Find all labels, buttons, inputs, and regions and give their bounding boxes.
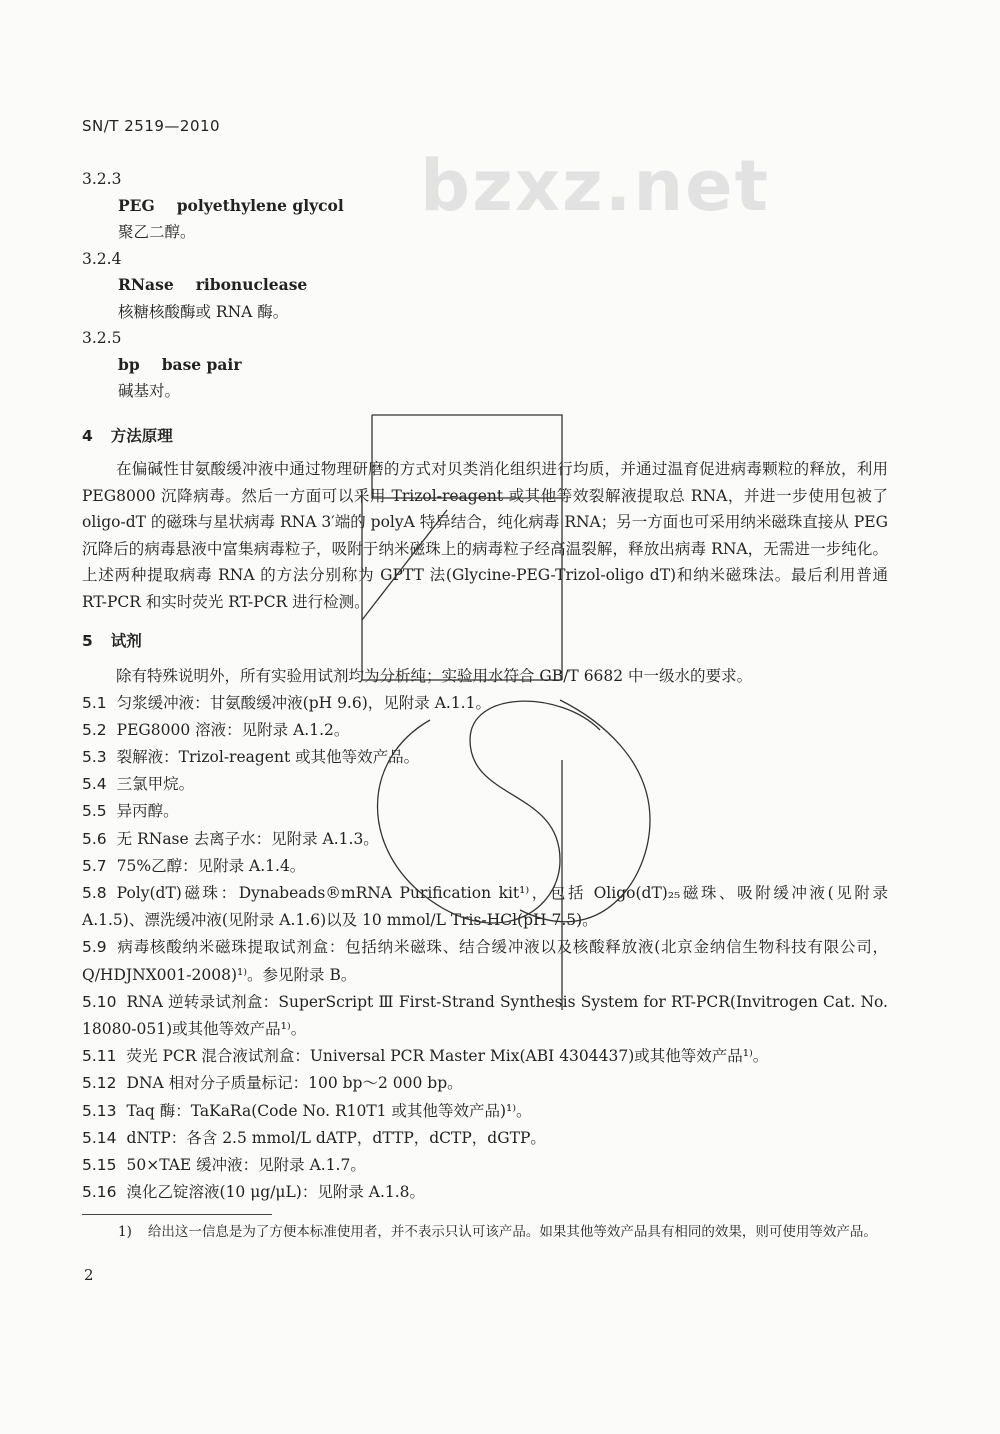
reagent-item — [82, 717, 888, 744]
def-abbr: RNase — [118, 275, 174, 294]
reagent-item — [82, 934, 888, 988]
item-number: 5.10 — [82, 992, 117, 1011]
reagent-item — [82, 826, 888, 853]
item-text: Taq 酶：TaKaRa(Code No. R10T1 或其他等效产品)¹⁾。 — [126, 1101, 532, 1120]
item-text: 溴化乙锭溶液(10 μg/μL)：见附录 A.1.8。 — [126, 1183, 426, 1202]
item-number: 5.1 — [82, 693, 107, 712]
item-number: 5.6 — [82, 829, 107, 848]
reagent-item — [82, 1152, 888, 1179]
item-text: 病毒核酸纳米磁珠提取试剂盒：包括纳米磁珠、结合缓冲液以及核酸释放液(北京金纳信生物科技有限公司，Q/HDJNX001-2008)¹⁾。参见附录 B。 — [82, 938, 888, 984]
page-number: 2 — [84, 1266, 94, 1285]
def-term-en: polyethylene glycol — [176, 195, 344, 215]
item-number: 5.16 — [82, 1183, 117, 1202]
item-text: 75%乙醇：见附录 A.1.4。 — [116, 856, 306, 875]
item-number: 5.7 — [82, 856, 107, 875]
def-abbr: PEG — [118, 195, 155, 215]
item-text: 50×TAE 缓冲液：见附录 A.1.7。 — [126, 1155, 366, 1174]
section-4-heading — [82, 424, 888, 448]
reagent-item — [82, 1098, 888, 1125]
item-text: 异丙醇。 — [116, 802, 179, 821]
item-text: 匀浆缓冲液：甘氨酸缓冲液(pH 9.6)，见附录 A.1.1。 — [116, 693, 491, 712]
def-number: 3.2.5 — [82, 329, 122, 347]
reagent-item — [82, 1125, 888, 1152]
item-text: dNTP：各含 2.5 mmol/L dATP，dTTP，dCTP，dGTP。 — [126, 1128, 546, 1147]
section-number: 5 — [82, 632, 93, 650]
standard-header: SN/T 2519—2010 — [82, 117, 221, 135]
def-number: 3.2.4 — [82, 249, 122, 268]
definitions — [82, 166, 902, 405]
item-number: 5.15 — [82, 1155, 117, 1174]
item-text: DNA 相对分子质量标记：100 bp～2 000 bp。 — [126, 1074, 463, 1093]
item-number: 5.12 — [82, 1074, 117, 1093]
item-number: 5.2 — [82, 720, 107, 739]
def-number: 3.2.3 — [82, 170, 122, 188]
def-desc: 碱基对。 — [118, 382, 181, 400]
item-text: RNA 逆转录试剂盒：SuperScript Ⅲ First-Strand Synthesis System for RT-PCR(Invitrogen Cat. No. 18080-051)或其他等效产品¹⁾。 — [82, 992, 888, 1038]
item-text: PEG8000 溶液：见附录 A.1.2。 — [116, 720, 350, 739]
footnote — [82, 1219, 888, 1245]
reagent-item — [82, 1179, 888, 1206]
reagent-item — [82, 744, 888, 771]
reagent-item — [82, 1043, 888, 1070]
footnote-text: 给出这一信息是为了方便本标准使用者，并不表示只认可该产品。如果其他等效产品具有相同的效果，则可使用等效产品。 — [147, 1224, 877, 1241]
item-text: Poly(dT)磁珠：Dynabeads®mRNA Purification kit¹⁾，包括 Oligo(dT)₂₅磁珠、吸附缓冲液(见附录 A.1.5)、漂洗缓冲液(见附录 A.1.6)以及 10 mmol/L Tris-HCl(pH 7.5)。 — [82, 883, 888, 930]
item-text: 裂解液：Trizol-reagent 或其他等效产品。 — [116, 747, 420, 766]
section-5-intro: 除有特殊说明外，所有实验用试剂均为分析纯；实验用水符合 GB/T 6682 中一级水的要求。 — [116, 667, 753, 685]
footnote-divider — [82, 1214, 272, 1215]
item-number: 5.13 — [82, 1101, 117, 1120]
reagent-item — [82, 989, 888, 1043]
item-text: 三氯甲烷。 — [116, 775, 195, 794]
section-title: 试剂 — [110, 632, 142, 650]
item-text: 无 RNase 去离子水：见附录 A.1.3。 — [116, 829, 379, 848]
reagent-item — [82, 1070, 888, 1097]
item-number: 5.3 — [82, 747, 107, 766]
def-term — [82, 352, 902, 379]
def-abbr: bp — [118, 354, 140, 374]
item-text: 荧光 PCR 混合液试剂盒：Universal PCR Master Mix(ABI 4304437)或其他等效产品¹⁾。 — [126, 1047, 769, 1066]
section-4-text: 在偏碱性甘氨酸缓冲液中通过物理研磨的方式对贝类消化组织进行均质，并通过温育促进病毒颗粒的释放，利用 PEG8000 沉降病毒。然后一方面可以采用 Trizol-reagent 或其他等效裂解液提取总 RNA，并进一步使用包被了 oligo-dT 的磁珠与星状病毒 RNA 3′端的 polyA 特异结合，纯化病毒 RNA；另一方面也可采用纳米磁珠直接从 PEG 沉降后的病毒悬液中富集病毒粒子，吸附于纳米磁珠上的病毒粒子经高温裂解，释放出病毒 RNA，无需进一步纯化。上述两种提取病毒 RNA 的方法分别称为 GPTT 法(Glycine-PEG-Trizol-oligo dT)和纳米磁珠法。最后利用普通 RT-PCR 和实时荧光 RT-PCR 进行检测。 — [82, 460, 888, 611]
item-number: 5.11 — [82, 1047, 117, 1066]
reagent-item — [82, 690, 888, 717]
def-term-en: ribonuclease — [195, 275, 308, 294]
section-5-heading — [82, 629, 888, 653]
item-number: 5.8 — [82, 883, 107, 902]
def-term — [82, 193, 902, 220]
reagent-list — [82, 690, 888, 1207]
reagent-item — [82, 853, 888, 880]
watermark: bzxz.net — [420, 145, 771, 227]
body-flow — [82, 424, 888, 1285]
reagent-item — [82, 771, 888, 798]
section-number: 4 — [82, 427, 93, 445]
def-term-en: base pair — [161, 354, 242, 374]
def-desc: 聚乙二醇。 — [118, 223, 196, 241]
section-title: 方法原理 — [110, 427, 173, 445]
reagent-item — [82, 880, 888, 934]
def-desc: 核糖核酸酶或 RNA 酶。 — [118, 302, 289, 321]
item-number: 5.14 — [82, 1128, 117, 1147]
item-number: 5.9 — [82, 938, 107, 957]
footnote-number: 1) — [118, 1224, 132, 1241]
item-number: 5.5 — [82, 802, 107, 821]
reagent-item — [82, 798, 888, 825]
def-term — [82, 272, 902, 299]
item-number: 5.4 — [82, 775, 107, 794]
